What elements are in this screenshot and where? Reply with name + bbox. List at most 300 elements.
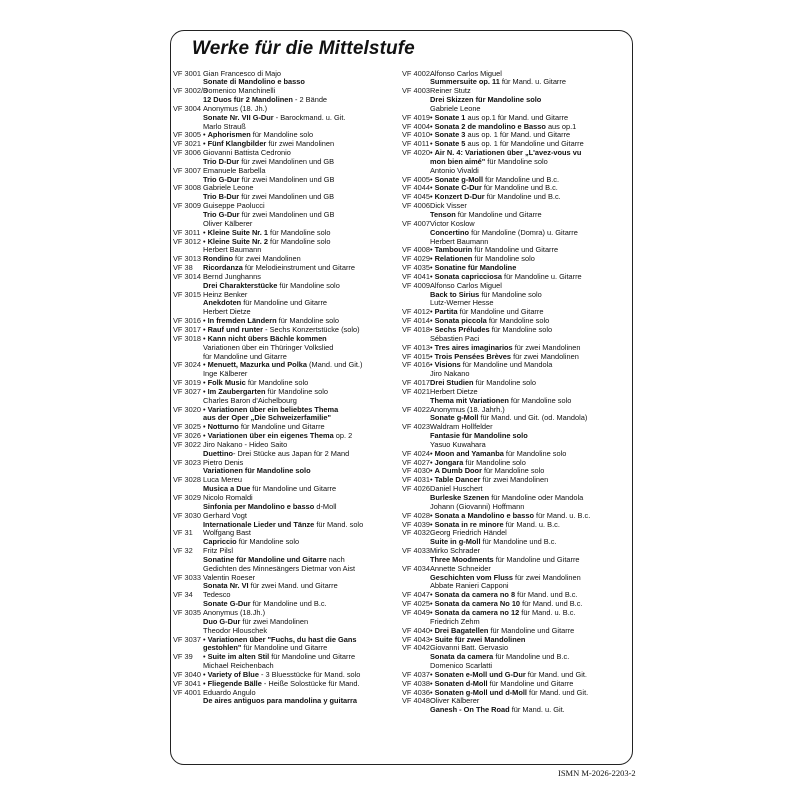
bullet-icon: • bbox=[430, 245, 433, 255]
bullet-icon: • bbox=[203, 333, 206, 343]
catalog-code bbox=[402, 432, 430, 441]
work-title: Air N. 4: Variationen über „L'avez-vous vu bbox=[434, 148, 582, 158]
bullet-icon: • bbox=[430, 342, 433, 352]
catalog-code: VF 3026 bbox=[173, 431, 201, 441]
work-detail: Marlo Strauß bbox=[203, 121, 246, 131]
catalog-code: VF 4032 bbox=[402, 528, 430, 538]
work-detail: Giovanni Batt. Gervasio bbox=[430, 643, 509, 653]
bullet-icon: • bbox=[203, 422, 206, 432]
work-detail: für zwei Mandolinen bbox=[266, 139, 335, 149]
catalog-code: VF 34 bbox=[173, 590, 193, 600]
catalog-code bbox=[173, 556, 203, 565]
catalog-code: VF 4025 bbox=[402, 599, 430, 609]
catalog-code bbox=[402, 158, 430, 167]
work-title: Sinfonia per Mandolino e basso bbox=[203, 501, 315, 511]
work-detail: für Mandoline solo bbox=[463, 457, 526, 467]
work-detail: für Mandoline solo bbox=[485, 156, 548, 166]
bullet-icon: • bbox=[430, 466, 433, 476]
catalog-code: VF 4045 bbox=[402, 192, 430, 202]
work-title: Visions bbox=[434, 360, 461, 370]
work-detail: für Mandoline und B.c. bbox=[481, 183, 558, 193]
catalog-code: VF 4010 bbox=[402, 130, 430, 140]
page-title: Werke für die Mittelstufe bbox=[192, 38, 415, 59]
isbn-number: ISMN M-2026-2203-2 bbox=[558, 768, 636, 778]
bullet-icon: • bbox=[203, 236, 206, 246]
work-title: Suite in g-Moll bbox=[430, 537, 481, 547]
catalog-code: VF 4048 bbox=[402, 696, 430, 706]
catalog-code: VF 4034 bbox=[402, 563, 430, 573]
catalog-code: VF 3033 bbox=[173, 572, 201, 582]
catalog-code: VF 4004 bbox=[402, 121, 430, 131]
work-title: Trio G-Dur bbox=[203, 174, 240, 184]
bullet-icon: • bbox=[430, 263, 433, 273]
work-title: Kleine Suite Nr. 1 bbox=[207, 227, 268, 237]
work-detail: für Mandoline und Mandola bbox=[460, 360, 553, 370]
catalog-code bbox=[402, 291, 430, 300]
catalog-code: VF 4027 bbox=[402, 457, 430, 467]
work-title: Suite im alten Stil bbox=[207, 652, 270, 662]
catalog-code: VF 3021 bbox=[173, 139, 201, 149]
work-detail: für Mandoline solo bbox=[267, 227, 331, 237]
catalog-code: VF 3022 bbox=[173, 439, 201, 449]
catalog-code: VF 4040 bbox=[402, 625, 430, 635]
work-detail: für Mandoline solo bbox=[245, 378, 309, 388]
work-title: Drei Studien bbox=[430, 378, 474, 388]
catalog-code: VF 3015 bbox=[173, 289, 201, 299]
catalog-code: VF 31 bbox=[173, 528, 193, 538]
work-detail: Anonymus (18. Jahrh.) bbox=[430, 404, 505, 414]
work-title: In fremden Ländern bbox=[207, 316, 277, 326]
bullet-icon: • bbox=[430, 139, 433, 149]
work-detail: für Mand. u. B.c. bbox=[519, 607, 576, 617]
bullet-icon: • bbox=[430, 599, 433, 609]
catalog-code: VF 4015 bbox=[402, 351, 430, 361]
catalog-code: VF 4006 bbox=[402, 201, 430, 211]
bullet-icon: • bbox=[430, 510, 433, 520]
work-title: Drei Charakterstücke bbox=[203, 280, 278, 290]
bullet-icon: • bbox=[430, 324, 433, 334]
work-title: Sonate Nr. VII G-Dur bbox=[203, 112, 274, 122]
bullet-icon: • bbox=[203, 634, 206, 644]
work-detail: für Mandoline und Gitarre bbox=[487, 678, 574, 688]
catalog-code: VF 3040 bbox=[173, 669, 201, 679]
catalog-code: VF 3014 bbox=[173, 271, 201, 281]
bullet-icon: • bbox=[203, 669, 206, 679]
work-detail: für zwei Mandolinen bbox=[232, 254, 301, 264]
work-detail: aus op. 1 für Mand. und Gitarre bbox=[465, 130, 571, 140]
work-detail: für Mandoline solo bbox=[276, 316, 340, 326]
catalog-code: VF 3035 bbox=[173, 607, 201, 617]
catalog-code bbox=[173, 618, 203, 627]
work-detail: für Mandoline solo bbox=[503, 448, 567, 458]
work-detail: für Mand. solo bbox=[314, 519, 364, 529]
catalog-code: VF 4023 bbox=[402, 422, 430, 432]
work-detail: für Mandoline und Gitarre bbox=[238, 422, 325, 432]
work-detail: Tedesco bbox=[203, 590, 231, 600]
catalog-code: VF 4039 bbox=[402, 519, 430, 529]
work-title: Variationen über ein beliebtes Thema bbox=[207, 404, 339, 414]
work-detail: Pietro Denis bbox=[203, 457, 244, 467]
work-title: Trio G-Dur bbox=[203, 210, 240, 219]
catalog-code bbox=[173, 299, 203, 308]
work-title: Folk Music bbox=[207, 378, 246, 388]
work-detail: Antonio Vivaldi bbox=[430, 165, 479, 175]
work-detail: - Heiße Solostücke für Mand. bbox=[261, 678, 360, 688]
catalog-code bbox=[402, 653, 430, 662]
catalog-code: VF 3017 bbox=[173, 324, 201, 334]
catalog-code: VF 3027 bbox=[173, 386, 201, 396]
bullet-icon: • bbox=[203, 139, 206, 149]
work-detail: Waldram Hollfelder bbox=[430, 422, 493, 432]
catalog-code: VF 3037 bbox=[173, 634, 201, 644]
catalog-code: VF 3029 bbox=[173, 493, 201, 502]
bullet-icon: • bbox=[430, 687, 433, 697]
work-detail: für Mandoline und Gitarre bbox=[457, 307, 544, 317]
work-title: Partita bbox=[434, 307, 458, 317]
catalog-code: VF 4042 bbox=[402, 643, 430, 653]
catalog-code: VF 4036 bbox=[402, 687, 430, 697]
work-title: Sonate di Mandolino e basso bbox=[203, 77, 305, 87]
work-title: Drei Bagatellen bbox=[434, 625, 489, 635]
catalog-code: VF 4038 bbox=[402, 678, 430, 688]
catalog-code: VF 3006 bbox=[173, 148, 201, 158]
work-title: Sonaten d-Moll bbox=[434, 678, 488, 688]
work-detail: für Mandoline und B.c. bbox=[250, 599, 327, 609]
work-title: Notturno bbox=[207, 422, 239, 432]
work-detail: für Mandoline und B.c. bbox=[484, 192, 561, 202]
catalog-code: VF 39 bbox=[173, 652, 193, 662]
bullet-icon: • bbox=[430, 669, 433, 679]
catalog-code: VF 3008 bbox=[173, 183, 201, 193]
bullet-icon: • bbox=[430, 475, 433, 485]
work-detail: für zwei Mandolinen bbox=[240, 616, 309, 626]
catalog-code bbox=[402, 494, 430, 503]
work-title: Sonate 1 bbox=[434, 112, 466, 122]
catalog-code: VF 3023 bbox=[173, 457, 201, 467]
catalog-code: VF 4024 bbox=[402, 448, 430, 458]
bullet-icon: • bbox=[430, 121, 433, 131]
entry-text bbox=[203, 697, 405, 706]
work-detail: Herbert Dietze bbox=[203, 307, 251, 317]
work-detail: Gabriele Leone bbox=[203, 183, 254, 193]
work-title: Fliegende Bälle bbox=[207, 678, 262, 688]
work-detail: für Mandoline und Gitarre bbox=[203, 351, 287, 361]
work-detail: für Mandoline und B.c. bbox=[480, 537, 557, 547]
work-title: Trio B-Dur bbox=[203, 192, 240, 202]
entry-text bbox=[203, 538, 405, 547]
work-title: Sonatine für Mandoline und Gitarre bbox=[203, 554, 327, 564]
catalog-code: VF 3011 bbox=[173, 227, 201, 237]
work-detail: Alfonso Carlos Miguel bbox=[430, 68, 502, 78]
catalog-code bbox=[402, 706, 430, 715]
catalog-code: VF 4013 bbox=[402, 342, 430, 352]
catalog-code: VF 3004 bbox=[173, 103, 201, 113]
work-detail: für Mandoline solo bbox=[479, 289, 542, 299]
work-detail: - Barockmand. u. Git. bbox=[273, 112, 346, 122]
catalog-code: VF 3041 bbox=[173, 678, 201, 688]
work-detail: Annette Schneider bbox=[430, 563, 491, 573]
work-title: Variety of Blue bbox=[207, 669, 259, 679]
work-title: Geschichten vom Fluss bbox=[430, 572, 513, 582]
work-title: mon bien aimé" bbox=[430, 156, 486, 166]
work-title: Sonata Nr. VI bbox=[203, 581, 249, 591]
work-detail: für Mandoline solo bbox=[265, 386, 328, 396]
work-title: Sonata piccola bbox=[434, 316, 487, 326]
work-title: Sonata a Mandolino e basso bbox=[434, 510, 534, 520]
catalog-code: VF 3013 bbox=[173, 254, 201, 264]
work-detail: Dick Visser bbox=[430, 201, 467, 211]
catalog-code: VF 4021 bbox=[402, 386, 430, 396]
work-title: Tres aires imaginarios bbox=[434, 342, 513, 352]
work-detail: - 2 Bände bbox=[292, 95, 328, 105]
work-detail: Gian Francesco di Majo bbox=[203, 68, 282, 78]
work-detail: für Mandoline und Gitarre bbox=[493, 554, 580, 564]
catalog-code bbox=[402, 96, 430, 105]
work-title: Sonate 3 bbox=[434, 130, 466, 140]
catalog-code: VF 4012 bbox=[402, 307, 430, 317]
work-title: Sonata capricciosa bbox=[434, 271, 502, 281]
work-title: Trio D-Dur bbox=[203, 156, 240, 166]
catalog-code: VF 4002 bbox=[402, 68, 430, 78]
work-detail: Daniel Huschert bbox=[430, 484, 483, 494]
work-detail: für Mandoline (Domra) u. Gitarre bbox=[469, 227, 578, 237]
bullet-icon: • bbox=[203, 404, 206, 414]
work-detail: Victor Koslow bbox=[430, 218, 475, 228]
work-detail: - Sechs Konzertstücke (solo) bbox=[263, 324, 360, 334]
work-title: Sonata in re minore bbox=[434, 519, 504, 529]
catalog-entry bbox=[173, 697, 405, 706]
bullet-icon: • bbox=[430, 148, 433, 158]
work-title: Tenson bbox=[430, 210, 456, 219]
catalog-code: VF 4026 bbox=[402, 484, 430, 494]
work-detail: für Mandoline solo bbox=[486, 316, 550, 326]
work-title: Internationale Lieder und Tänze bbox=[203, 519, 315, 529]
bullet-icon: • bbox=[430, 519, 433, 529]
work-detail: für Mandoline und B.c. bbox=[493, 652, 570, 662]
work-title: Sonatine für Mandoline bbox=[434, 263, 517, 273]
bullet-icon: • bbox=[203, 324, 206, 334]
work-title: Konzert D-Dur bbox=[434, 192, 485, 202]
work-detail: (Mand. und Git.) bbox=[306, 360, 363, 370]
catalog-code bbox=[173, 114, 203, 123]
catalog-code: VF 3012 bbox=[173, 236, 201, 246]
work-detail: Michael Reichenbach bbox=[203, 661, 274, 671]
work-detail: aus op.1 für Mand. und Gitarre bbox=[465, 112, 569, 122]
bullet-icon: • bbox=[430, 174, 433, 184]
work-detail: für Mandoline und Gitarre bbox=[488, 625, 575, 635]
work-title: Sonaten g-Moll und d-Moll bbox=[434, 687, 527, 697]
work-detail: Oliver Kälberer bbox=[430, 696, 480, 706]
work-detail: für Mandoline solo bbox=[277, 280, 340, 290]
work-detail: Johann (Giovanni) Hoffmann bbox=[430, 501, 525, 511]
catalog-code: VF 38 bbox=[173, 263, 193, 273]
bullet-icon: • bbox=[430, 112, 433, 122]
work-title: Variationen über ein eigenes Thema bbox=[207, 431, 334, 441]
work-title: Summersuite op. 11 bbox=[430, 77, 500, 87]
work-title: Back to Sirius bbox=[430, 289, 480, 299]
work-title: Sonate C-Dur bbox=[434, 183, 482, 193]
catalog-code: VF 4049 bbox=[402, 607, 430, 617]
catalog-code: VF 4017 bbox=[402, 378, 430, 388]
entry-text bbox=[203, 582, 405, 591]
work-title: gestohlen" bbox=[203, 643, 242, 653]
work-title: Trois Pensées Brèves bbox=[434, 351, 512, 361]
work-detail: für Mandoline solo bbox=[267, 236, 331, 246]
work-title: Burleske Szenen bbox=[430, 493, 490, 502]
work-detail: Gerhard Vogt bbox=[203, 510, 247, 520]
work-title: Duo G-Dur bbox=[203, 616, 241, 626]
work-detail: - Drei Stücke aus Japan für 2 Mand bbox=[232, 448, 350, 458]
bullet-icon: • bbox=[430, 130, 433, 140]
work-detail: Jiro Nakano - Hideo Saito bbox=[203, 439, 288, 449]
bullet-icon: • bbox=[203, 227, 206, 237]
work-title: Sechs Préludes bbox=[434, 324, 490, 334]
work-detail: Fritz Pilsl bbox=[203, 546, 233, 556]
bullet-icon: • bbox=[430, 634, 433, 644]
work-detail: für Mandoline solo bbox=[481, 466, 545, 476]
work-detail: Friedrich Zehm bbox=[430, 616, 480, 626]
work-detail: - 3 Bluesstücke für Mand. solo bbox=[258, 669, 361, 679]
work-detail: Lutz-Werner Hesse bbox=[430, 298, 494, 308]
bullet-icon: • bbox=[430, 625, 433, 635]
work-detail: Oliver Kälberer bbox=[203, 218, 253, 228]
work-detail: Giovanni Battista Cedronio bbox=[203, 148, 291, 158]
work-detail: Gabriele Leone bbox=[430, 103, 481, 113]
work-detail: Domenico Manchinelli bbox=[203, 86, 276, 96]
work-detail: Heinz Benker bbox=[203, 289, 248, 299]
work-title: Anekdoten bbox=[203, 298, 242, 308]
catalog-code: VF 3009 bbox=[173, 201, 201, 211]
catalog-code: VF 4033 bbox=[402, 546, 430, 556]
catalog-code: VF 4031 bbox=[402, 475, 430, 485]
catalog-code: VF 3028 bbox=[173, 475, 201, 485]
work-detail: für Mand. u. Git. bbox=[509, 705, 565, 715]
work-title: Sonata da camera no 12 bbox=[434, 607, 520, 617]
work-detail: Variationen über ein Thüringer Volkslied bbox=[203, 342, 334, 352]
work-detail: Reiner Stutz bbox=[430, 86, 471, 96]
work-title: Fünf Klangbilder bbox=[207, 139, 267, 149]
catalog-code bbox=[402, 574, 430, 583]
work-detail: für Mandoline solo bbox=[489, 324, 553, 334]
work-detail: aus op. 1 für Mandoline und Gitarre bbox=[465, 139, 584, 149]
work-title: Sonata da camera No 10 bbox=[434, 599, 521, 609]
work-title: Sonate g-Moll bbox=[430, 413, 479, 423]
bullet-icon: • bbox=[203, 130, 206, 140]
work-title: Fantasie für Mandoline solo bbox=[430, 431, 528, 441]
catalog-code bbox=[173, 344, 203, 353]
work-detail: Luca Mereu bbox=[203, 475, 243, 485]
work-detail: Bernd Junghanns bbox=[203, 271, 261, 281]
work-title: Sonate G-Dur bbox=[203, 599, 251, 609]
work-detail: Sébastien Paci bbox=[430, 333, 480, 343]
work-detail: Nicolo Romaldi bbox=[203, 493, 253, 502]
work-title: aus der Oper „Die Schweizerfamilie" bbox=[203, 413, 331, 423]
work-title: Suite für zwei Mandolinen bbox=[434, 634, 526, 644]
bullet-icon: • bbox=[430, 607, 433, 617]
catalog-code: VF 4030 bbox=[402, 466, 430, 476]
catalog-code: VF 4047 bbox=[402, 590, 430, 600]
work-detail: für zwei Mandolinen bbox=[512, 572, 581, 582]
catalog-column-right bbox=[402, 70, 628, 716]
work-detail: für Mand. und B.c. bbox=[520, 599, 583, 609]
work-detail: für Mand. u. B.c. bbox=[503, 519, 560, 529]
work-title: Variationen für Mandoline solo bbox=[203, 466, 311, 476]
catalog-code: VF 32 bbox=[173, 546, 193, 556]
work-title: Sonata da camera no 8 bbox=[434, 590, 516, 600]
work-title: Rauf und runter bbox=[207, 324, 264, 334]
work-detail: für Mandoline und Gitarre bbox=[455, 210, 542, 219]
catalog-code bbox=[173, 211, 203, 220]
work-detail: Inge Kälberer bbox=[203, 369, 248, 379]
bullet-icon: • bbox=[430, 183, 433, 193]
catalog-code: VF 4003 bbox=[402, 86, 430, 96]
work-title: Relationen bbox=[434, 254, 473, 264]
catalog-code: VF 4043 bbox=[402, 634, 430, 644]
bullet-icon: • bbox=[430, 360, 433, 370]
work-detail: Emanuele Barbella bbox=[203, 165, 266, 175]
work-title: Sonaten e-Moll und G-Dur bbox=[434, 669, 526, 679]
work-detail: Guiseppe Paolucci bbox=[203, 201, 265, 211]
catalog-code bbox=[402, 229, 430, 238]
work-detail: für zwei Mandolinen und GB bbox=[239, 174, 335, 184]
work-detail: für Mand. und Git. bbox=[526, 687, 589, 697]
work-detail: für Mandoline oder Mandola bbox=[489, 493, 584, 502]
bullet-icon: • bbox=[430, 448, 433, 458]
catalog-code: VF 3001 bbox=[173, 68, 201, 78]
work-detail: d-Moll bbox=[314, 501, 337, 511]
work-detail: für Mandoline und Gitarre bbox=[241, 298, 328, 308]
work-detail: für Mand. und Git. (od. Mandola) bbox=[478, 413, 588, 423]
bullet-icon: • bbox=[203, 316, 206, 326]
work-title: Im Zaubergarten bbox=[207, 386, 266, 396]
catalog-code: VF 4001 bbox=[173, 687, 201, 697]
work-title: Aphorismen bbox=[207, 130, 251, 140]
catalog-code: VF 4008 bbox=[402, 245, 430, 255]
bullet-icon: • bbox=[430, 254, 433, 264]
work-title: Sonata 2 de mandolino e Basso bbox=[434, 121, 546, 131]
work-detail: für zwei Mand. und Gitarre bbox=[248, 581, 338, 591]
work-title: 12 Duos für 2 Mandolinen bbox=[203, 95, 293, 105]
catalog-code: VF 4005 bbox=[402, 174, 430, 184]
work-detail: Anonymus (18.Jh.) bbox=[203, 607, 266, 617]
work-title: Variationen über "Fuchs, du hast die Gans bbox=[207, 634, 357, 644]
catalog-code: VF 3016 bbox=[173, 316, 201, 326]
work-title: Thema mit Variationen bbox=[430, 395, 509, 405]
work-detail: für Mand. und B.c. bbox=[515, 590, 578, 600]
work-detail: für Mandoline solo bbox=[473, 378, 536, 388]
work-detail: aus op.1 bbox=[545, 121, 577, 131]
work-title: Table Dancer bbox=[434, 475, 481, 485]
catalog-code: VF 4020 bbox=[402, 148, 430, 158]
work-detail: für Mandoline solo bbox=[472, 254, 535, 264]
work-detail: für Mandoline und Gitarre bbox=[250, 484, 337, 494]
work-detail: für zwei Mandolinen bbox=[512, 342, 581, 352]
work-detail: Domenico Scarlatti bbox=[430, 661, 493, 671]
catalog-code: VF 4037 bbox=[402, 669, 430, 679]
bullet-icon: • bbox=[203, 678, 206, 688]
bullet-icon: • bbox=[430, 351, 433, 361]
work-detail: für zwei Mandolinen und GB bbox=[239, 192, 335, 202]
catalog-code: VF 3018 bbox=[173, 333, 201, 343]
work-detail: Wolfgang Bast bbox=[203, 528, 251, 538]
catalog-code: VF 3025 bbox=[173, 422, 201, 432]
work-title: Ganesh - On The Road bbox=[430, 705, 510, 715]
catalog-code: VF 4019 bbox=[402, 112, 430, 122]
work-detail: für Mand. u. B.c. bbox=[533, 510, 591, 520]
work-detail: für Mandoline solo bbox=[250, 130, 314, 140]
catalog-code: VF 4028 bbox=[402, 510, 430, 520]
work-detail: für zwei Mandolinen bbox=[480, 475, 549, 485]
